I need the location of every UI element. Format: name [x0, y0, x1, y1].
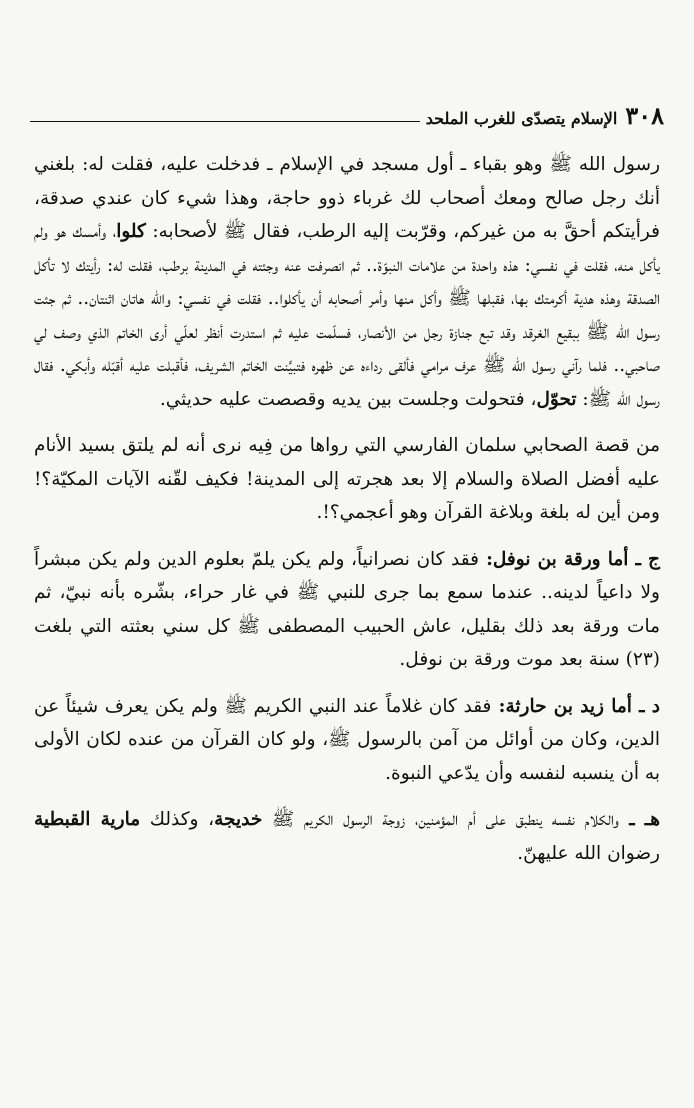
bold-text: خديجة: [214, 809, 263, 830]
bold-text: هـ ـ: [618, 809, 660, 830]
paragraph: [34, 543, 660, 677]
paragraph: [34, 690, 660, 791]
paragraph: [34, 429, 660, 530]
bold-text: كلوا: [116, 221, 146, 242]
text-run: رسول الله ﷺ وهو بقباء ـ أول مسجد في الإسلام ـ فدخلت عليه، فقلت له: بلغني أنك رجل صالح ومعك أصحاب لك غرباء ذوو حاجة، وهذا شيء كان عندي صدقة، فرأيتكم أحقَّ به من غيركم، وقرّبت إليه الرطب، فقال ﷺ لأصحابه:: [34, 154, 660, 242]
text-run: ، فتحولت وجلست بين يديه وقصصت عليه حديثي.: [159, 388, 537, 410]
text-run: ، وكذلك: [140, 809, 215, 830]
paragraph: [34, 803, 660, 870]
text-run: رضوان الله عليهنّ.: [517, 842, 660, 864]
page-header: [30, 94, 664, 128]
running-title: الإسلام يتصدّى للغرب الملحد: [425, 109, 618, 128]
page-number: ٣٠٨: [625, 101, 664, 130]
text-run: والكلام نفسه ينطبق على أم المؤمنين، زوجة الرسول الكريم ﷺ: [262, 809, 619, 830]
text-run: من قصة الصحابي سلمان الفارسي التي رواها من فِيه نرى أنه لم يلتق بسيد الأنام عليه أفضل الصلاة والسلام إلا بعد هجرته إلى المدينة! فكيف لقّنه الآيات المكيّة؟! ومن أين له بلغة وبلاغة القرآن وهو أعجمي؟!.: [34, 435, 660, 523]
bold-text: مارية القبطية: [34, 809, 141, 830]
page-body: [34, 148, 660, 883]
bold-text: تحوّل: [536, 388, 577, 410]
text-run: فقد كان نصرانياً، ولم يكن يلمّ بعلوم الدين ولم يكن مبشراً ولا داعياً لدينه.. عندما سمع بما جرى للنبي ﷺ في غار حراء، بشّره بأنه نبيّ، ثم مات ورقة بعد ذلك بقليل، عاش الحبيب المصطفى ﷺ كل سني بعثته التي بلغت (٢٣) سنة بعد موت ورقة بن نوفل.: [34, 548, 660, 670]
text-run: فقد كان غلاماً عند النبي الكريم ﷺ ولم يكن يعرف شيئاً عن الدين، وكان من أوائل من آمن بالرسول ﷺ، ولو كان القرآن من عنده لكان الأولى به أن ينسبه لنفسه وأن يدّعي النبوة.: [34, 695, 660, 784]
paragraph: [34, 148, 660, 416]
bold-text: د ـ أما زيد بن حارثة:: [491, 695, 660, 717]
text-run: ، وأمسك هو ولم يأكل منه، فقلت في نفسي: هذه واحدة من علامات النبوّة.. ثم انصرفت عنه وجئته في المدينة برطب، فقلت له: رأيتك لا تأكل الصدقة وهذه هدية أكرمتك بها، فقبلها ﷺ وأكل منها وأمر أصحابه أن يأكلوا.. فقلت في نفسي: والله هاتان اثنتان.. ثم جئت رسول الله ﷺ ببقيع الغرقد وقد تبع جنازة رجل من الأنصار، فسلّمت عليه ثم استدرت أنظر لعلّي أرى الخاتم الذي وصف لي صاحبي.. فلما رآني رسول الله ﷺ عرف مرامي فألقى رداءه عن ظهره فتبيَّنت الخاتم الشريف، فأقبلت عليه أقبّله وأبكي. فقال رسول الله ﷺ:: [34, 221, 660, 410]
header-rule: [30, 121, 420, 122]
bold-text: ج ـ أما ورقة بن نوفل:: [478, 548, 660, 570]
